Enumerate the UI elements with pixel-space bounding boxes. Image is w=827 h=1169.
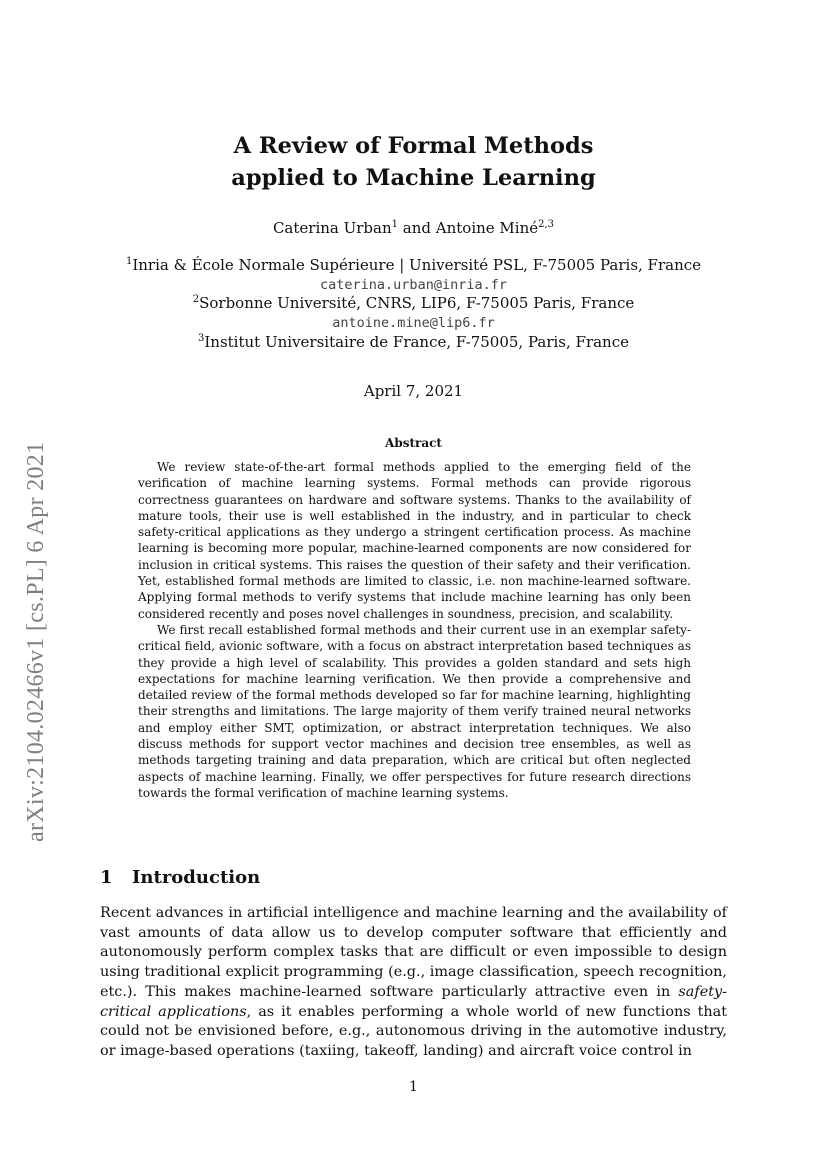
affiliation-2 bbox=[80, 294, 747, 312]
author-conjunction: and bbox=[398, 219, 436, 237]
author-2: Antoine Miné bbox=[435, 219, 539, 237]
affiliation-1-mark: 1 bbox=[125, 256, 133, 267]
title-line-1: A Review of Formal Methods bbox=[233, 133, 594, 159]
affiliation-2-mark: 2 bbox=[192, 294, 200, 305]
intro-text-1: Recent advances in artificial intelligence and machine learning and the availability of vast amounts of data allow us to develop computer software that efficiently and autonomously perform complex tasks that are difficult or even impossible to design using traditional explicit programming (e.g., image classification, speech recognition, etc.). This makes machine-learned software particularly attractive even in bbox=[100, 905, 727, 1000]
paper-title bbox=[100, 130, 727, 194]
abstract-heading: Abstract bbox=[385, 436, 442, 450]
email-author-1[interactable]: caterina.urban@inria.fr bbox=[320, 277, 507, 293]
author-list bbox=[100, 219, 727, 237]
abstract-paragraph-2: We first recall established formal methods and their current use in an exemplar safety-critical field, avionic software, with a focus on abstract interpretation based techniques as they provide a high level of scalability. This provides a golden standard and sets high expectations for machine learning verification. We then provide a comprehensive and detailed review of the formal methods developed so far for machine learning, highlighting their strengths and limitations. The large majority of them verify trained neural networks and employ either SMT, optimization, or abstract interpretation techniques. We also discuss methods for support vector machines and decision tree ensembles, as well as methods targeting training and data preparation, which are critical but often neglected aspects of machine learning. Finally, we offer perspectives for future research directions towards the formal verification of machine learning systems. bbox=[138, 622, 691, 800]
author-2-affil-mark: 2,3 bbox=[538, 219, 555, 230]
affiliation-3-text: Institut Universitaire de France, F-75005, Paris, France bbox=[204, 333, 629, 351]
author-1-affil-mark: 1 bbox=[391, 219, 399, 230]
abstract-paragraph-1: We review state-of-the-art formal methods applied to the emerging field of the verification of machine learning systems. Formal methods can provide rigorous correctness guarantees on hardware and software systems. Thanks to the availability of mature tools, their use is well established in the industry, and in particular to check safety-critical applications as they undergo a stringent certification process. As machine learning is becoming more popular, machine-learned components are now considered for inclusion in critical systems. This raises the question of their safety and their verification. Yet, established formal methods are limited to classic, i.e. non machine-learned software. Applying formal methods to verify systems that include machine learning has only been considered recently and poses novel challenges in soundness, precision, and scalability. bbox=[138, 460, 691, 621]
page-number: 1 bbox=[409, 1079, 418, 1095]
section-heading bbox=[100, 867, 260, 888]
title-line-2: applied to Machine Learning bbox=[231, 165, 596, 191]
affiliation-2-text: Sorbonne Université, CNRS, LIP6, F-75005 Paris, France bbox=[199, 294, 635, 312]
section-title: Introduction bbox=[132, 867, 261, 888]
email-author-2[interactable]: antoine.mine@lip6.fr bbox=[332, 315, 495, 331]
abstract-body bbox=[138, 459, 691, 801]
affiliation-1-text: Inria & École Normale Supérieure | Université PSL, F-75005 Paris, France bbox=[132, 256, 702, 274]
affiliation-3-mark: 3 bbox=[198, 333, 205, 344]
arxiv-stamp: arXiv:2104.02466v1 [cs.PL] 6 Apr 2021 bbox=[23, 441, 49, 842]
intro-paragraph bbox=[100, 904, 727, 1062]
intro-emphasis: safety-critical applications bbox=[100, 983, 727, 1020]
affiliation-3 bbox=[80, 333, 747, 351]
affiliation-1 bbox=[80, 256, 747, 274]
publication-date: April 7, 2021 bbox=[363, 382, 464, 400]
intro-text-2: , as it enables performing a whole world of new functions that could not be envisioned before, e.g., autonomous driving in the automotive industry, or image-based operations (taxiing, takeoff, landing) and aircraft voice control in bbox=[100, 1003, 727, 1059]
section-number: 1 bbox=[100, 867, 113, 888]
author-1: Caterina Urban bbox=[272, 219, 392, 237]
